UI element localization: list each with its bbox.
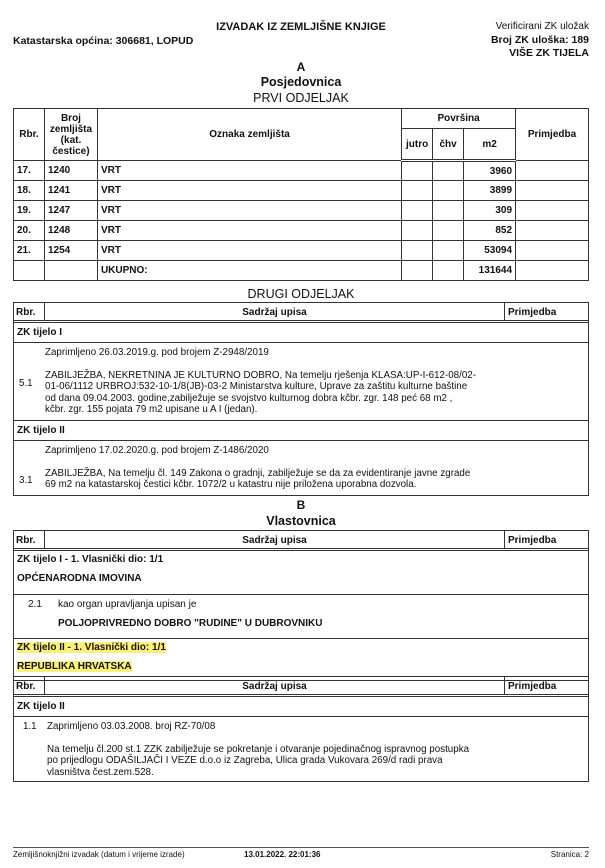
cell-rbr: 17. <box>14 161 45 181</box>
cell-designation: VRT <box>97 161 401 181</box>
col-parcel-no: Broj zemljišta (kat. čestice) <box>44 109 97 161</box>
cell-designation: VRT <box>97 201 401 221</box>
cell-note <box>516 201 589 221</box>
col-note: Primjedba <box>508 307 557 318</box>
table-header <box>14 303 588 323</box>
list-item <box>14 343 588 421</box>
list-item <box>14 595 588 639</box>
col-m2: m2 <box>464 129 516 161</box>
cell-parcel: 1247 <box>44 201 97 221</box>
col-rbr: Rbr. <box>14 531 45 548</box>
table-row <box>14 181 589 201</box>
cadastral-municipality: Katastarska općina: 306681, LOPUD <box>13 35 194 47</box>
entry-received: Zaprimljeno 03.03.2008. broj RZ-70/08 <box>47 721 216 732</box>
ownership-table <box>13 530 589 681</box>
cell-parcel: 1248 <box>44 221 97 241</box>
col-note: Primjedba <box>508 535 557 546</box>
col-chv: čhv <box>433 129 464 161</box>
cell-note <box>516 161 589 181</box>
entry-line: 01-06/1112 URBROJ:532-10-1/8(JB)-03-2 Ministarstva kulture, Uprave za zaštitu kulturne baštine <box>45 381 468 393</box>
cell-m2: 309 <box>464 201 516 221</box>
multi-bodies-label: VIŠE ZK TIJELA <box>509 47 589 59</box>
col-content: Sadržaj upisa <box>45 677 505 694</box>
col-rbr: Rbr. <box>14 303 45 320</box>
section-b-letter: B <box>296 498 306 512</box>
folio-info <box>491 20 589 61</box>
cell-rbr: 21. <box>14 241 45 261</box>
ownership-share: ZK tijelo I - 1. Vlasnički dio: 1/1 <box>17 554 164 565</box>
document-title: IZVADAK IZ ZEMLJIŠNE KNJIGE <box>216 21 386 33</box>
ownership-body-2 <box>14 639 588 680</box>
cell-designation: VRT <box>97 181 401 201</box>
col-content: Sadržaj upisa <box>45 303 505 320</box>
total-label: UKUPNO: <box>97 261 401 281</box>
cell-designation: VRT <box>97 241 401 261</box>
cell-note <box>516 241 589 261</box>
col-designation: Oznaka zemljišta <box>97 109 401 161</box>
entry-rbr: 5.1 <box>19 378 33 389</box>
col-note: Primjedba <box>508 681 557 692</box>
table-row <box>14 161 589 181</box>
page-footer <box>13 847 589 859</box>
cell-designation: VRT <box>97 221 401 241</box>
cell-jutro <box>402 221 433 241</box>
second-part-title: DRUGI ODJELJAK <box>247 287 355 301</box>
entry-text: kao organ upravljanja upisan je <box>58 599 197 610</box>
cell-note <box>516 221 589 241</box>
cell-m2: 53094 <box>464 241 516 261</box>
group-label: ZK tijelo I <box>14 323 588 343</box>
col-note: Primjedba <box>516 109 589 161</box>
cell-parcel: 1240 <box>44 161 97 181</box>
section-a-title: Posjedovnica <box>260 75 342 89</box>
cell-m2: 3899 <box>464 181 516 201</box>
cell-rbr: 19. <box>14 201 45 221</box>
owner-name-highlighted: REPUBLIKA HRVATSKA <box>17 661 132 672</box>
table-header <box>14 677 588 697</box>
encumbrance-table <box>13 676 589 782</box>
land-parcels-table <box>13 108 589 281</box>
table-row <box>14 241 589 261</box>
section-b-title: Vlastovnica <box>266 514 336 528</box>
col-jutro: jutro <box>402 129 433 161</box>
entry-rbr: 2.1 <box>28 599 42 610</box>
entry-line: Na temelju čl.200 st.1 ZZK zabilježuje se pokretanje i otvaranje pojedinačnog ispravnog postupka <box>47 743 470 755</box>
entry-rbr: 3.1 <box>19 474 33 486</box>
entry-line: ZABILJEŽBA, Na temelju čl. 149 Zakona o gradnji, zabilježuje se da za evidentiranje javne zgrade <box>45 467 471 479</box>
manager-name: POLJOPRIVREDNO DOBRO "RUDINE" U DUBROVNIKU <box>58 618 323 629</box>
cell-chv <box>433 201 464 221</box>
entry-line: kčbr. zgr. 155 pojata 79 m2 upisane u A I (jedan). <box>45 404 258 416</box>
ownership-body-1 <box>14 551 588 595</box>
table-row <box>14 221 589 241</box>
cell-parcel: 1254 <box>44 241 97 261</box>
cell-m2: 3960 <box>464 161 516 181</box>
cell-jutro <box>402 161 433 181</box>
list-item <box>14 441 588 495</box>
cell-note <box>516 181 589 201</box>
cell-jutro <box>402 181 433 201</box>
cell-chv <box>433 241 464 261</box>
cell-m2: 852 <box>464 221 516 241</box>
group-label: ZK tijelo II <box>14 421 588 441</box>
entry-line: vlasništva čest.zem.528. <box>47 766 154 778</box>
second-part-table <box>13 302 589 496</box>
owner-name: OPĆENARODNA IMOVINA <box>17 573 142 584</box>
list-item <box>14 717 588 781</box>
entry-rbr: 1.1 <box>23 721 37 732</box>
entry-line: ZABILJEŽBA, NEKRETNINA JE KULTURNO DOBRO, Na temelju rješenja KLASA:UP-I-612-08/02- <box>45 369 477 381</box>
col-content: Sadržaj upisa <box>45 531 505 548</box>
entry-line: od dana 09.04.2003. godine,zabilježuje se svojstvo kulturnog dobra kčbr. zgr. 148 peć 68 m2 , <box>45 392 453 404</box>
ownership-share-highlighted: ZK tijelo II - 1. Vlasnički dio: 1/1 <box>17 642 166 653</box>
folio-number: Broj ZK uloška: 189 <box>490 33 589 46</box>
cell-chv <box>433 181 464 201</box>
total-row <box>14 261 589 281</box>
footer-label: Zemljišnoknjižni izvadak (datum i vrijeme izrade) <box>13 850 185 859</box>
col-rbr: Rbr. <box>14 677 45 694</box>
entry-received: Zaprimljeno 17.02.2020.g. pod brojem Z-1486/2020 <box>45 444 269 456</box>
section-a-letter: A <box>296 60 306 74</box>
cell-rbr: 20. <box>14 221 45 241</box>
cell-chv <box>433 221 464 241</box>
cell-parcel: 1241 <box>44 181 97 201</box>
group-label: ZK tijelo II <box>14 697 588 717</box>
table-header <box>14 531 588 551</box>
entry-received: Zaprimljeno 26.03.2019.g. pod brojem Z-2948/2019 <box>45 347 269 358</box>
entry-line: po prijedlogu ODAŠILJAČI I VEZE d.o.o iz Zagreba, Ulica grada Vukovara 269/d radi prava <box>47 755 443 767</box>
total-m2: 131644 <box>464 261 516 281</box>
cell-rbr: 18. <box>14 181 45 201</box>
page-number: Stranica: 2 <box>550 850 589 859</box>
col-rbr: Rbr. <box>14 109 45 161</box>
table-row <box>14 201 589 221</box>
footer-datetime: 13.01.2022. 22:01:36 <box>244 850 321 859</box>
cell-chv <box>433 161 464 181</box>
verified-label: Verificirani ZK uložak <box>495 21 589 32</box>
cell-jutro <box>402 241 433 261</box>
entry-line: 69 m2 na katastarskoj čestici kčbr. 1072/2 u katastru nije priložena uporabna dozvola. <box>45 479 417 491</box>
cell-jutro <box>402 201 433 221</box>
first-part-title: PRVI ODJELJAK <box>253 91 349 105</box>
col-area: Površina <box>402 109 516 129</box>
